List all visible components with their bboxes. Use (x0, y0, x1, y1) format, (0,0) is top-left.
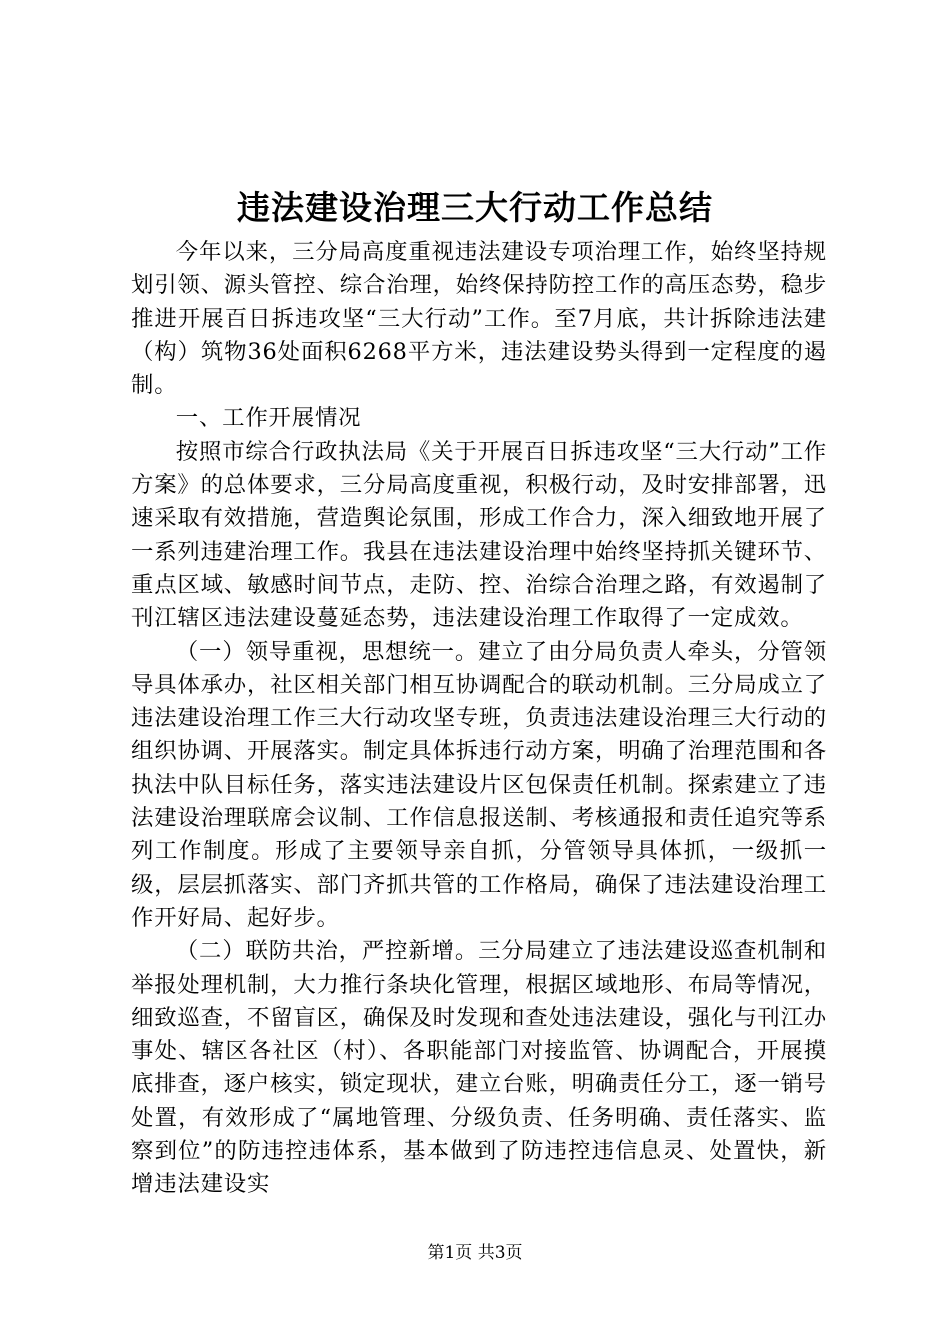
paragraph-leadership: （一）领导重视，思想统一。建立了由分局负责人牵头，分管领导具体承办，社区相关部门相互协调配合的联动机制。三分局成立了违法建设治理工作三大行动攻坚专班，负责违法建设治理三大行动的组织协调、开展落实。制定具体拆违行动方案，明确了治理范围和各执法中队目标任务，落实违法建设片区包保责任机制。探索建立了违法建设治理联席会议制、工作信息报送制、考核通报和责任追究等系列工作制度。形成了主要领导亲自抓，分管领导具体抓，一级抓一级，层层抓落实、部门齐抓共管的工作格局，确保了违法建设治理工作开好局、起好步。 (131, 638, 827, 931)
page-number-footer: 第1页 共3页 (427, 1243, 523, 1263)
paragraph-joint-prevention: （二）联防共治，严控新增。三分局建立了违法建设巡查机制和举报处理机制，大力推行条块化管理，根据区域地形、布局等情况，细致巡查，不留盲区，确保及时发现和查处违法建设，强化与刊江办事处、辖区各社区（村）、各职能部门对接监管、协调配合，开展摸底排查，逐户核实，锁定现状，建立台账，明确责任分工，逐一销号处置，有效形成了“属地管理、分级负责、任务明确、责任落实、监察到位”的防违控违体系，基本做到了防违控违信息灵、处置快，新增违法建设实 (131, 938, 827, 1198)
paragraph-intro: 今年以来，三分局高度重视违法建设专项治理工作，始终坚持规划引领、源头管控、综合治理，始终保持防控工作的高压态势，稳步推进开展百日拆违攻坚“三大行动”工作。至7月底，共计拆除违法建（构）筑物36处面积6268平方米，违法建设势头得到一定程度的遏制。 (131, 239, 827, 399)
section-heading-1: 一、工作开展情况 (175, 405, 362, 432)
paragraph-overview: 按照市综合行政执法局《关于开展百日拆违攻坚“三大行动”工作方案》的总体要求，三分局高度重视，积极行动，及时安排部署，迅速采取有效措施，营造舆论氛围，形成工作合力，深入细致地开展了一系列违建治理工作。我县在违法建设治理中始终坚持抓关键环节、重点区域、敏感时间节点，走防、控、治综合治理之路，有效遏制了刊江辖区违法建设蔓延态势，违法建设治理工作取得了一定成效。 (131, 438, 827, 632)
document-title: 违法建设治理三大行动工作总结 (237, 188, 713, 227)
document-body (131, 236, 827, 1202)
